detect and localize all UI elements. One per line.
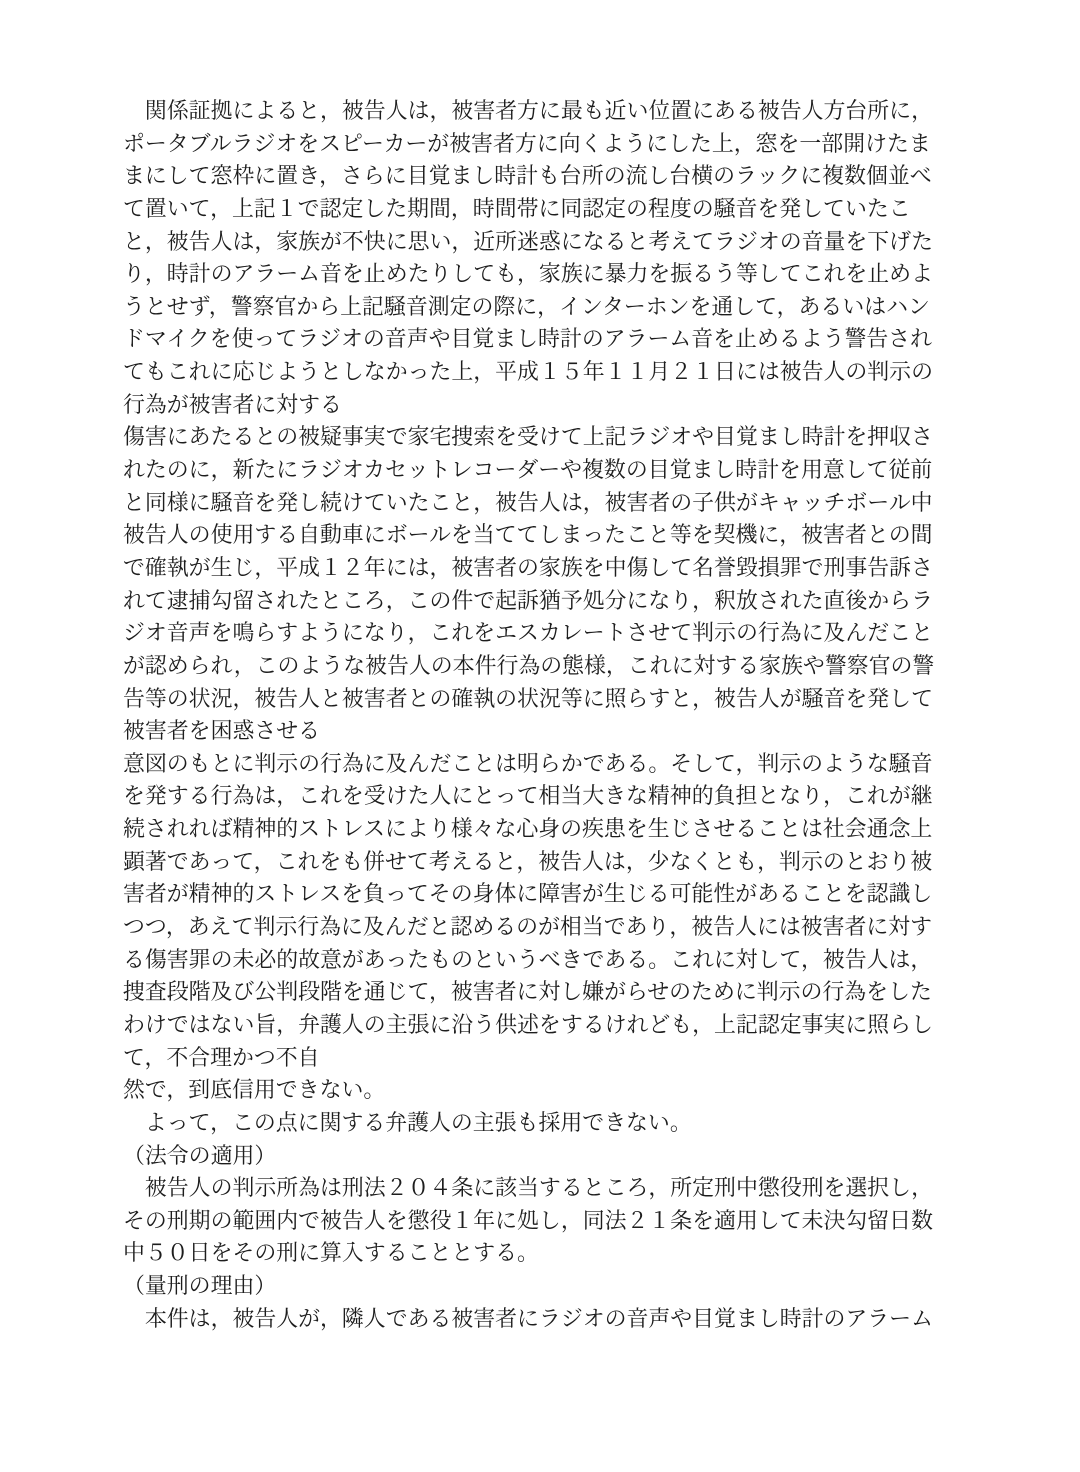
text-line: る傷害罪の未必的故意があったものというべきである。これに対して，被告人は， — [123, 946, 933, 972]
text-line: 被告人の判示所為は刑法２０４条に該当するところ，所定刑中懲役刑を選択し， — [123, 1175, 933, 1201]
text-line: 中５０日をその刑に算入することとする。 — [123, 1240, 539, 1266]
text-line: よって，この点に関する弁護人の主張も採用できない。 — [123, 1109, 692, 1135]
text-line: て置いて，上記１で認定した期間，時間帯に同認定の程度の騒音を発していたこ — [123, 195, 911, 221]
text-line: うとせず，警察官から上記騒音測定の際に，インターホンを通して，あるいはハン — [123, 293, 930, 319]
text-line: て，不合理かつ不自 — [123, 1044, 320, 1070]
text-line: 傷害にあたるとの被疑事実で家宅捜索を受けて上記ラジオや目覚まし時計を押収さ — [123, 424, 933, 450]
text-line: てもこれに応じようとしなかった上，平成１５年１１月２１日には被告人の判示の — [123, 359, 933, 385]
text-line: ドマイクを使ってラジオの音声や目覚まし時計のアラーム音を止めるよう警告され — [123, 326, 933, 352]
text-line: 行為が被害者に対する — [123, 391, 342, 417]
text-line: 本件は，被告人が，隣人である被害者にラジオの音声や目覚まし時計のアラーム — [123, 1305, 933, 1331]
text-line: まにして窓枠に置き，さらに目覚まし時計も台所の流し台横のラックに複数個並べ — [123, 163, 932, 189]
text-line: 告等の状況，被告人と被害者との確執の状況等に照らすと，被告人が騒音を発して — [123, 685, 933, 711]
judgment-text-body — [123, 95, 938, 1335]
text-line: 被告人の使用する自動車にボールを当ててしまったこと等を契機に，被害者との間 — [123, 522, 933, 548]
text-line: つつ，あえて判示行為に及んだと認めるのが相当であり，被告人には被害者に対す — [123, 914, 933, 940]
text-line: れたのに，新たにラジオカセットレコーダーや複数の目覚まし時計を用意して従前 — [123, 457, 933, 483]
section-heading-law-application: （法令の適用） — [123, 1142, 277, 1168]
text-line: と，被告人は，家族が不快に思い，近所迷惑になると考えてラジオの音量を下げた — [123, 228, 933, 254]
text-line: 被害者を困惑させる — [123, 718, 321, 744]
text-line: り，時計のアラーム音を止めたりしても，家族に暴力を振るう等してこれを止めよ — [123, 261, 933, 287]
text-line: ポータブルラジオをスピーカーが被害者方に向くようにした上，窓を一部開けたま — [123, 130, 931, 156]
text-line: 意図のもとに判示の行為に及んだことは明らかである。そして，判示のような騒音 — [123, 750, 933, 776]
text-line: を発する行為は，これを受けた人にとって相当大きな精神的負担となり，これが継 — [123, 783, 933, 809]
text-line: 関係証拠によると，被告人は，被害者方に最も近い位置にある被告人方台所に， — [123, 98, 933, 123]
text-line: が認められ，このような被告人の本件行為の態様，これに対する家族や警察官の警 — [123, 652, 935, 678]
section-heading-sentencing-reason: （量刑の理由） — [123, 1273, 277, 1299]
text-line: 捜査段階及び公判段階を通じて，被害者に対し嫌がらせのために判示の行為をした — [123, 979, 932, 1005]
text-line: わけではない旨，弁護人の主張に沿う供述をするけれども，上記認定事実に照らし — [123, 1011, 933, 1037]
text-line: れて逮捕勾留されたところ，この件で起訴猶予処分になり，釈放された直後からラ — [123, 587, 933, 613]
text-line: その刑期の範囲内で被告人を懲役１年に処し，同法２１条を適用して未決勾留日数 — [123, 1207, 933, 1233]
text-line: 然で，到底信用できない。 — [123, 1077, 386, 1103]
text-line: 顕著であって，これをも併せて考えると，被告人は，少なくとも，判示のとおり被 — [123, 848, 933, 874]
text-line: と同様に騒音を発し続けていたこと，被告人は，被害者の子供がキャッチボール中 — [123, 489, 933, 515]
text-line: で確執が生じ，平成１２年には，被害者の家族を中傷して名誉毀損罪で刑事告訴さ — [123, 554, 933, 580]
text-line: 続されれば精神的ストレスにより様々な心身の疾患を生じさせることは社会通念上 — [123, 816, 933, 842]
text-line: 害者が精神的ストレスを負ってその身体に障害が生じる可能性があることを認識し — [123, 881, 933, 907]
text-line: ジオ音声を鳴らすようになり，これをエスカレートさせて判示の行為に及んだこと — [123, 620, 933, 646]
